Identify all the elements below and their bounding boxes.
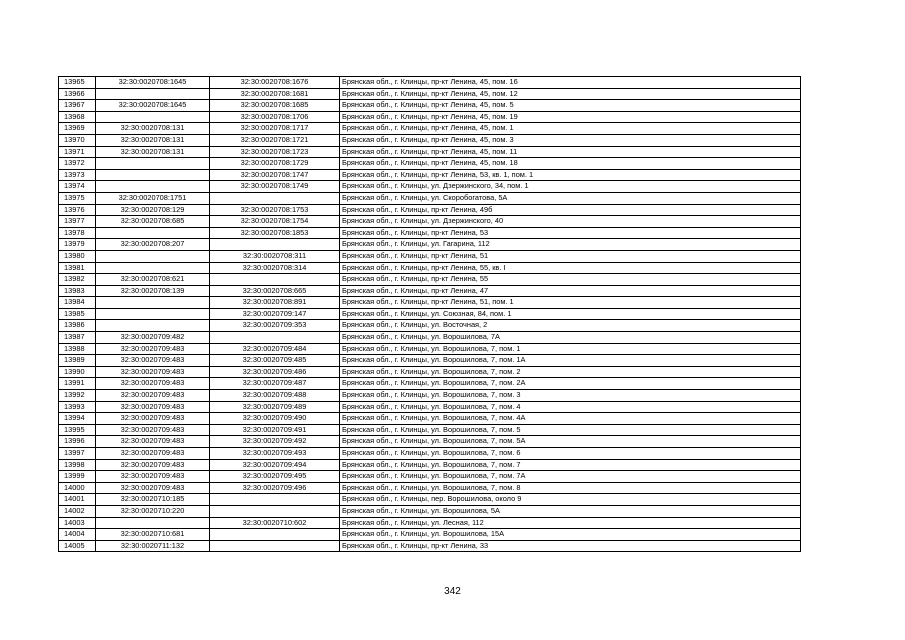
row-number-cell: 13984 xyxy=(59,297,96,309)
cadastral-number-cell: 32:30:0020709:147 xyxy=(210,308,340,320)
table-row xyxy=(59,413,801,425)
table-row xyxy=(59,227,801,239)
cadastral-number-cell: 32:30:0020709:353 xyxy=(210,320,340,332)
parent-cadastral-cell: 32:30:0020708:131 xyxy=(96,134,210,146)
address-cell: Брянская обл., г. Клинцы, ул. Ворошилова, 7, пом. 4А xyxy=(340,413,801,425)
cadastral-registry-table xyxy=(58,76,801,552)
parent-cadastral-cell: 32:30:0020708:1645 xyxy=(96,100,210,112)
row-number-cell: 13976 xyxy=(59,204,96,216)
row-number-cell: 13990 xyxy=(59,366,96,378)
page-number: 342 xyxy=(444,586,461,597)
parent-cadastral-cell: 32:30:0020708:129 xyxy=(96,204,210,216)
parent-cadastral-cell: 32:30:0020709:483 xyxy=(96,482,210,494)
parent-cadastral-cell: 32:30:0020709:483 xyxy=(96,448,210,460)
table-row xyxy=(59,494,801,506)
table-row xyxy=(59,123,801,135)
table-row xyxy=(59,216,801,228)
address-cell: Брянская обл., г. Клинцы, пр-кт Ленина, 45, пом. 12 xyxy=(340,88,801,100)
row-number-cell: 13982 xyxy=(59,274,96,286)
table-row xyxy=(59,100,801,112)
address-cell: Брянская обл., г. Клинцы, пр-кт Ленина, 45, пом. 3 xyxy=(340,134,801,146)
table-row xyxy=(59,239,801,251)
address-cell: Брянская обл., г. Клинцы, ул. Ворошилова, 7, пом. 2А xyxy=(340,378,801,390)
table-row xyxy=(59,158,801,170)
table-row xyxy=(59,134,801,146)
row-number-cell: 13972 xyxy=(59,158,96,170)
parent-cadastral-cell: 32:30:0020709:483 xyxy=(96,378,210,390)
parent-cadastral-cell xyxy=(96,158,210,170)
table-row xyxy=(59,401,801,413)
table-row xyxy=(59,529,801,541)
cadastral-number-cell: 32:30:0020708:1721 xyxy=(210,134,340,146)
cadastral-number-cell: 32:30:0020709:496 xyxy=(210,482,340,494)
registry-body xyxy=(59,77,801,552)
cadastral-number-cell xyxy=(210,274,340,286)
table-row xyxy=(59,88,801,100)
cadastral-number-cell: 32:30:0020709:487 xyxy=(210,378,340,390)
cadastral-number-cell: 32:30:0020709:494 xyxy=(210,459,340,471)
address-cell: Брянская обл., г. Клинцы, пр-кт Ленина, 45, пом. 11 xyxy=(340,146,801,158)
address-cell: Брянская обл., г. Клинцы, ул. Ворошилова, 7, пом. 7 xyxy=(340,459,801,471)
table-row xyxy=(59,262,801,274)
parent-cadastral-cell: 32:30:0020708:621 xyxy=(96,274,210,286)
address-cell: Брянская обл., г. Клинцы, ул. Дзержинского, 34, пом. 1 xyxy=(340,181,801,193)
address-cell: Брянская обл., г. Клинцы, пр-кт Ленина, 53 xyxy=(340,227,801,239)
cadastral-number-cell: 32:30:0020709:489 xyxy=(210,401,340,413)
parent-cadastral-cell: 32:30:0020709:483 xyxy=(96,413,210,425)
address-cell: Брянская обл., г. Клинцы, пер. Ворошилова, около 9 xyxy=(340,494,801,506)
parent-cadastral-cell xyxy=(96,320,210,332)
parent-cadastral-cell xyxy=(96,181,210,193)
address-cell: Брянская обл., г. Клинцы, пр-кт Ленина, 55 xyxy=(340,274,801,286)
address-cell: Брянская обл., г. Клинцы, пр-кт Ленина, 45, пом. 18 xyxy=(340,158,801,170)
row-number-cell: 13986 xyxy=(59,320,96,332)
row-number-cell: 13988 xyxy=(59,343,96,355)
cadastral-number-cell: 32:30:0020708:1853 xyxy=(210,227,340,239)
table-row xyxy=(59,285,801,297)
row-number-cell: 13971 xyxy=(59,146,96,158)
cadastral-number-cell: 32:30:0020708:1747 xyxy=(210,169,340,181)
cadastral-number-cell: 32:30:0020708:1681 xyxy=(210,88,340,100)
row-number-cell: 14003 xyxy=(59,517,96,529)
cadastral-number-cell: 32:30:0020708:1753 xyxy=(210,204,340,216)
table-row xyxy=(59,320,801,332)
cadastral-number-cell xyxy=(210,192,340,204)
parent-cadastral-cell xyxy=(96,111,210,123)
cadastral-number-cell: 32:30:0020708:1749 xyxy=(210,181,340,193)
cadastral-number-cell: 32:30:0020709:488 xyxy=(210,390,340,402)
address-cell: Брянская обл., г. Клинцы, ул. Ворошилова, 7, пом. 6 xyxy=(340,448,801,460)
cadastral-number-cell: 32:30:0020708:1717 xyxy=(210,123,340,135)
table-row xyxy=(59,540,801,552)
parent-cadastral-cell xyxy=(96,169,210,181)
cadastral-number-cell: 32:30:0020708:1706 xyxy=(210,111,340,123)
address-cell: Брянская обл., г. Клинцы, пр-кт Ленина, 51, пом. 1 xyxy=(340,297,801,309)
table-row xyxy=(59,424,801,436)
parent-cadastral-cell xyxy=(96,517,210,529)
parent-cadastral-cell xyxy=(96,262,210,274)
table-row xyxy=(59,459,801,471)
address-cell: Брянская обл., г. Клинцы, ул. Ворошилова, 5А xyxy=(340,505,801,517)
row-number-cell: 13993 xyxy=(59,401,96,413)
cadastral-number-cell: 32:30:0020709:493 xyxy=(210,448,340,460)
cadastral-number-cell: 32:30:0020708:314 xyxy=(210,262,340,274)
parent-cadastral-cell: 32:30:0020708:1645 xyxy=(96,77,210,89)
table-row xyxy=(59,169,801,181)
parent-cadastral-cell: 32:30:0020708:685 xyxy=(96,216,210,228)
row-number-cell: 13975 xyxy=(59,192,96,204)
parent-cadastral-cell: 32:30:0020709:483 xyxy=(96,471,210,483)
cadastral-number-cell: 32:30:0020708:1676 xyxy=(210,77,340,89)
cadastral-number-cell: 32:30:0020710:602 xyxy=(210,517,340,529)
parent-cadastral-cell: 32:30:0020709:483 xyxy=(96,390,210,402)
row-number-cell: 13969 xyxy=(59,123,96,135)
table-row xyxy=(59,274,801,286)
cadastral-number-cell: 32:30:0020709:490 xyxy=(210,413,340,425)
address-cell: Брянская обл., г. Клинцы, ул. Ворошилова, 7, пом. 4 xyxy=(340,401,801,413)
parent-cadastral-cell xyxy=(96,88,210,100)
row-number-cell: 13968 xyxy=(59,111,96,123)
row-number-cell: 13967 xyxy=(59,100,96,112)
parent-cadastral-cell: 32:30:0020709:483 xyxy=(96,459,210,471)
table-row xyxy=(59,250,801,262)
parent-cadastral-cell: 32:30:0020708:1751 xyxy=(96,192,210,204)
table-row xyxy=(59,505,801,517)
address-cell: Брянская обл., г. Клинцы, ул. Ворошилова, 7, пом. 2 xyxy=(340,366,801,378)
parent-cadastral-cell: 32:30:0020711:132 xyxy=(96,540,210,552)
address-cell: Брянская обл., г. Клинцы, пр-кт Ленина, 49б xyxy=(340,204,801,216)
cadastral-number-cell: 32:30:0020709:492 xyxy=(210,436,340,448)
address-cell: Брянская обл., г. Клинцы, ул. Лесная, 112 xyxy=(340,517,801,529)
table-row xyxy=(59,77,801,89)
parent-cadastral-cell: 32:30:0020709:483 xyxy=(96,355,210,367)
address-cell: Брянская обл., г. Клинцы, ул. Ворошилова, 7, пом. 5А xyxy=(340,436,801,448)
row-number-cell: 13998 xyxy=(59,459,96,471)
table-row xyxy=(59,332,801,344)
cadastral-number-cell: 32:30:0020708:311 xyxy=(210,250,340,262)
table-row xyxy=(59,355,801,367)
parent-cadastral-cell: 32:30:0020710:220 xyxy=(96,505,210,517)
table-row xyxy=(59,378,801,390)
parent-cadastral-cell: 32:30:0020708:131 xyxy=(96,146,210,158)
row-number-cell: 14000 xyxy=(59,482,96,494)
table-row xyxy=(59,471,801,483)
table-row xyxy=(59,482,801,494)
cadastral-number-cell: 32:30:0020709:485 xyxy=(210,355,340,367)
row-number-cell: 13980 xyxy=(59,250,96,262)
row-number-cell: 13979 xyxy=(59,239,96,251)
cadastral-number-cell: 32:30:0020709:491 xyxy=(210,424,340,436)
address-cell: Брянская обл., г. Клинцы, ул. Ворошилова, 7, пом. 3 xyxy=(340,390,801,402)
parent-cadastral-cell: 32:30:0020708:207 xyxy=(96,239,210,251)
cadastral-number-cell xyxy=(210,505,340,517)
row-number-cell: 13989 xyxy=(59,355,96,367)
row-number-cell: 14004 xyxy=(59,529,96,541)
address-cell: Брянская обл., г. Клинцы, пр-кт Ленина, 45, пом. 16 xyxy=(340,77,801,89)
cadastral-number-cell xyxy=(210,540,340,552)
parent-cadastral-cell xyxy=(96,308,210,320)
row-number-cell: 13978 xyxy=(59,227,96,239)
parent-cadastral-cell: 32:30:0020709:483 xyxy=(96,424,210,436)
parent-cadastral-cell: 32:30:0020709:483 xyxy=(96,343,210,355)
address-cell: Брянская обл., г. Клинцы, пр-кт Ленина, 55, кв. I xyxy=(340,262,801,274)
cadastral-number-cell: 32:30:0020708:1685 xyxy=(210,100,340,112)
cadastral-number-cell: 32:30:0020708:891 xyxy=(210,297,340,309)
cadastral-number-cell xyxy=(210,332,340,344)
address-cell: Брянская обл., г. Клинцы, пр-кт Ленина, 45, пом. 1 xyxy=(340,123,801,135)
row-number-cell: 13985 xyxy=(59,308,96,320)
cadastral-number-cell: 32:30:0020709:484 xyxy=(210,343,340,355)
row-number-cell: 13973 xyxy=(59,169,96,181)
table-row xyxy=(59,308,801,320)
address-cell: Брянская обл., г. Клинцы, ул. Ворошилова, 7, пом. 1 xyxy=(340,343,801,355)
row-number-cell: 13995 xyxy=(59,424,96,436)
address-cell: Брянская обл., г. Клинцы, ул. Ворошилова, 7, пом. 7А xyxy=(340,471,801,483)
parent-cadastral-cell: 32:30:0020709:483 xyxy=(96,436,210,448)
cadastral-number-cell: 32:30:0020708:1729 xyxy=(210,158,340,170)
row-number-cell: 13987 xyxy=(59,332,96,344)
parent-cadastral-cell: 32:30:0020710:681 xyxy=(96,529,210,541)
cadastral-number-cell: 32:30:0020708:1723 xyxy=(210,146,340,158)
row-number-cell: 13983 xyxy=(59,285,96,297)
address-cell: Брянская обл., г. Клинцы, пр-кт Ленина, 45, пом. 19 xyxy=(340,111,801,123)
address-cell: Брянская обл., г. Клинцы, пр-кт Ленина, 47 xyxy=(340,285,801,297)
table-row xyxy=(59,390,801,402)
address-cell: Брянская обл., г. Клинцы, ул. Дзержинского, 40 xyxy=(340,216,801,228)
address-cell: Брянская обл., г. Клинцы, пр-кт Ленина, 51 xyxy=(340,250,801,262)
table-row xyxy=(59,181,801,193)
parent-cadastral-cell xyxy=(96,297,210,309)
parent-cadastral-cell: 32:30:0020709:483 xyxy=(96,401,210,413)
cadastral-number-cell: 32:30:0020709:495 xyxy=(210,471,340,483)
address-cell: Брянская обл., г. Клинцы, пр-кт Ленина, 53, кв. 1, пом. 1 xyxy=(340,169,801,181)
cadastral-number-cell xyxy=(210,529,340,541)
table-row xyxy=(59,204,801,216)
parent-cadastral-cell xyxy=(96,250,210,262)
address-cell: Брянская обл., г. Клинцы, ул. Скоробогатова, 5А xyxy=(340,192,801,204)
table-row xyxy=(59,111,801,123)
row-number-cell: 14005 xyxy=(59,540,96,552)
address-cell: Брянская обл., г. Клинцы, ул. Ворошилова, 7, пом. 8 xyxy=(340,482,801,494)
row-number-cell: 13981 xyxy=(59,262,96,274)
address-cell: Брянская обл., г. Клинцы, ул. Ворошилова, 15А xyxy=(340,529,801,541)
table-row xyxy=(59,297,801,309)
address-cell: Брянская обл., г. Клинцы, ул. Ворошилова, 7, пом. 1А xyxy=(340,355,801,367)
cadastral-number-cell xyxy=(210,239,340,251)
table-row xyxy=(59,517,801,529)
table-row xyxy=(59,436,801,448)
table-row xyxy=(59,343,801,355)
parent-cadastral-cell: 32:30:0020710:185 xyxy=(96,494,210,506)
table-row xyxy=(59,192,801,204)
row-number-cell: 13970 xyxy=(59,134,96,146)
table-row xyxy=(59,146,801,158)
address-cell: Брянская обл., г. Клинцы, пр-кт Ленина, 45, пом. 5 xyxy=(340,100,801,112)
row-number-cell: 13977 xyxy=(59,216,96,228)
address-cell: Брянская обл., г. Клинцы, ул. Союзная, 84, пом. 1 xyxy=(340,308,801,320)
address-cell: Брянская обл., г. Клинцы, ул. Ворошилова, 7А xyxy=(340,332,801,344)
address-cell: Брянская обл., г. Клинцы, ул. Ворошилова, 7, пом. 5 xyxy=(340,424,801,436)
row-number-cell: 14002 xyxy=(59,505,96,517)
address-cell: Брянская обл., г. Клинцы, пр-кт Ленина, 33 xyxy=(340,540,801,552)
parent-cadastral-cell: 32:30:0020709:483 xyxy=(96,366,210,378)
parent-cadastral-cell: 32:30:0020708:131 xyxy=(96,123,210,135)
row-number-cell: 13992 xyxy=(59,390,96,402)
table-row xyxy=(59,366,801,378)
cadastral-number-cell: 32:30:0020709:486 xyxy=(210,366,340,378)
row-number-cell: 13999 xyxy=(59,471,96,483)
row-number-cell: 13974 xyxy=(59,181,96,193)
cadastral-number-cell: 32:30:0020708:665 xyxy=(210,285,340,297)
address-cell: Брянская обл., г. Клинцы, ул. Гагарина, 112 xyxy=(340,239,801,251)
row-number-cell: 13997 xyxy=(59,448,96,460)
row-number-cell: 13966 xyxy=(59,88,96,100)
row-number-cell: 13994 xyxy=(59,413,96,425)
parent-cadastral-cell: 32:30:0020709:482 xyxy=(96,332,210,344)
table-row xyxy=(59,448,801,460)
row-number-cell: 13991 xyxy=(59,378,96,390)
cadastral-number-cell: 32:30:0020708:1754 xyxy=(210,216,340,228)
parent-cadastral-cell xyxy=(96,227,210,239)
row-number-cell: 14001 xyxy=(59,494,96,506)
cadastral-number-cell xyxy=(210,494,340,506)
parent-cadastral-cell: 32:30:0020708:139 xyxy=(96,285,210,297)
row-number-cell: 13965 xyxy=(59,77,96,89)
row-number-cell: 13996 xyxy=(59,436,96,448)
address-cell: Брянская обл., г. Клинцы, ул. Восточная, 2 xyxy=(340,320,801,332)
